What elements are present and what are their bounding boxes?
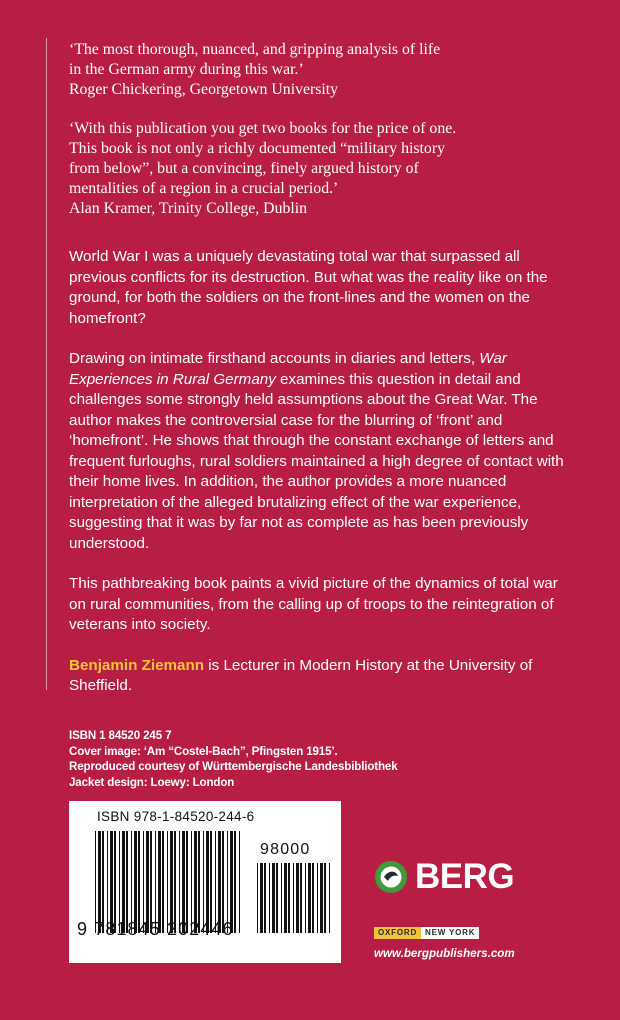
barcode-bar (162, 831, 164, 933)
author-bio (69, 656, 569, 697)
barcode-bar (110, 831, 113, 933)
barcode-bar (257, 863, 258, 933)
review-line: from below”, but a convincing, finely argued history of (69, 159, 419, 177)
price-code: 98000 (260, 841, 311, 858)
barcode-bar (138, 831, 140, 933)
book-title: War Experiences in Rural Germany (69, 350, 507, 388)
review-line: ‘The most thorough, nuanced, and gripping analysis of life (69, 41, 441, 58)
publisher-website[interactable]: www.bergpublishers.com (374, 947, 515, 960)
barcode-bar (284, 863, 287, 933)
barcode-bar (305, 863, 306, 933)
barcode-bar (182, 831, 185, 933)
barcode-bar (134, 831, 137, 933)
barcode-bar (158, 831, 161, 933)
barcode-bar (131, 831, 132, 933)
blurb-text: Drawing on intimate firsthand accounts in diaries and letters, (69, 350, 480, 367)
berg-emblem-icon (374, 857, 412, 897)
berg-logo (374, 855, 514, 899)
barcode-bar (296, 863, 299, 933)
isbn-line: ISBN 1 84520 245 7 (69, 729, 172, 742)
barcode-bar (320, 863, 323, 933)
barcode-bar (227, 831, 228, 933)
blurb-text: examines this question in detail and challenges some strongly held assumptions about the Great War. The author makes the controversial case for the blurring of ‘front’ and ‘homefront’. He shows that through the constant exchange of letters and frequent furloughs, rural soldiers maintained a high degree of contact with their home lives. In addition, the author provides a more nuanced interpretation of the alleged brutalizing effect of the war experience, suggesting that it was by far not as complete as has been previously understood. (69, 370, 564, 552)
barcode-bar (269, 863, 270, 933)
berg-wordmark: BERG (415, 857, 515, 896)
barcode-bar (119, 831, 120, 933)
barcode-bar (312, 863, 314, 933)
oxford-label: OXFORD (374, 927, 421, 939)
barcode-bar (230, 831, 233, 933)
courtesy-credit: Reproduced courtesy of Württembergische Landesbibliothek (69, 760, 398, 773)
barcode-bar (194, 831, 197, 933)
barcode-bar (198, 831, 200, 933)
barcode-bar (239, 831, 240, 933)
barcode-bar (260, 863, 263, 933)
barcode-panel (69, 801, 341, 963)
barcode-bar (203, 831, 204, 933)
barcode-bar (95, 831, 96, 933)
review-line: This book is not only a richly documented “military history (69, 140, 445, 158)
barcode-bar (222, 831, 224, 933)
blurb-paragraph-2 (69, 349, 569, 554)
cover-image-credit: Cover image: ‘Am “Costel-Bach”, Pfingsten 1915’. (69, 744, 338, 758)
barcode-bar (215, 831, 216, 933)
barcode-bar (281, 863, 282, 933)
barcode-bar (206, 831, 209, 933)
barcode-bar (107, 831, 108, 933)
barcode-bar (186, 831, 188, 933)
review-line: mentalities of a region in a crucial period.’ (69, 179, 339, 197)
barcode-bar (218, 831, 221, 933)
barcode-bar (210, 831, 212, 933)
barcode-bar (126, 831, 128, 933)
barcode-bar (272, 863, 275, 933)
review-attribution: Alan Kramer, Trinity College, Dublin (69, 199, 308, 217)
barcode-bar (300, 863, 302, 933)
barcode-bar (170, 831, 173, 933)
barcode-bar (155, 831, 156, 933)
barcode-bar (122, 831, 125, 933)
new-york-label: NEW YORK (421, 927, 479, 939)
barcode-bar (308, 863, 311, 933)
review-quote-1 (69, 40, 589, 99)
review-line: ‘With this publication you get two books for the price of one. (69, 120, 457, 138)
barcode-bar (98, 831, 101, 933)
imprint-details (69, 728, 569, 790)
review-attribution: Roger Chickering, Georgetown University (69, 80, 339, 98)
barcode-bar (150, 831, 152, 933)
jacket-design-credit: Jacket design: Loewy: London (69, 775, 235, 789)
barcode-bar (293, 863, 294, 933)
barcode-bar (143, 831, 144, 933)
isbn13-text: ISBN 978-1-84520-244-6 (97, 809, 255, 824)
blurb-paragraph-1: World War I was a uniquely devastating total war that surpassed all previous conflicts for its destruction. But what was the reality like on the ground, for both the soldiers on the front-lines and the women on the homefront? (69, 248, 548, 327)
barcode-bar (191, 831, 192, 933)
oxford-newyork-strip (374, 927, 479, 939)
barcode-bar (288, 863, 290, 933)
ean-digits: 9 781845 202446 (77, 919, 234, 939)
barcode-bar (102, 831, 104, 933)
barcode-bar (114, 831, 116, 933)
barcode-bar (174, 831, 176, 933)
review-quote-2 (69, 119, 589, 218)
author-name: Benjamin Ziemann (69, 656, 205, 674)
barcode-bar (329, 863, 330, 933)
left-vertical-rule (46, 38, 47, 690)
blurb-paragraph-3: This pathbreaking book paints a vivid picture of the dynamics of total war on rural communities, from the calling up of troops to the reintegration of veterans into society. (69, 575, 558, 633)
barcode-bar (179, 831, 180, 933)
review-quotes (69, 40, 589, 218)
author-bio-text: is Lecturer in Modern History at the University of Sheffield. (69, 656, 533, 694)
barcode-bar (146, 831, 149, 933)
review-line: in the German army during this war.’ (69, 60, 304, 78)
book-blurb (69, 247, 569, 717)
barcode-bar (264, 863, 266, 933)
barcode-bar (317, 863, 318, 933)
barcode-bar (234, 831, 236, 933)
barcode-bar (276, 863, 278, 933)
barcode-bar (167, 831, 168, 933)
barcode-bar (324, 863, 326, 933)
